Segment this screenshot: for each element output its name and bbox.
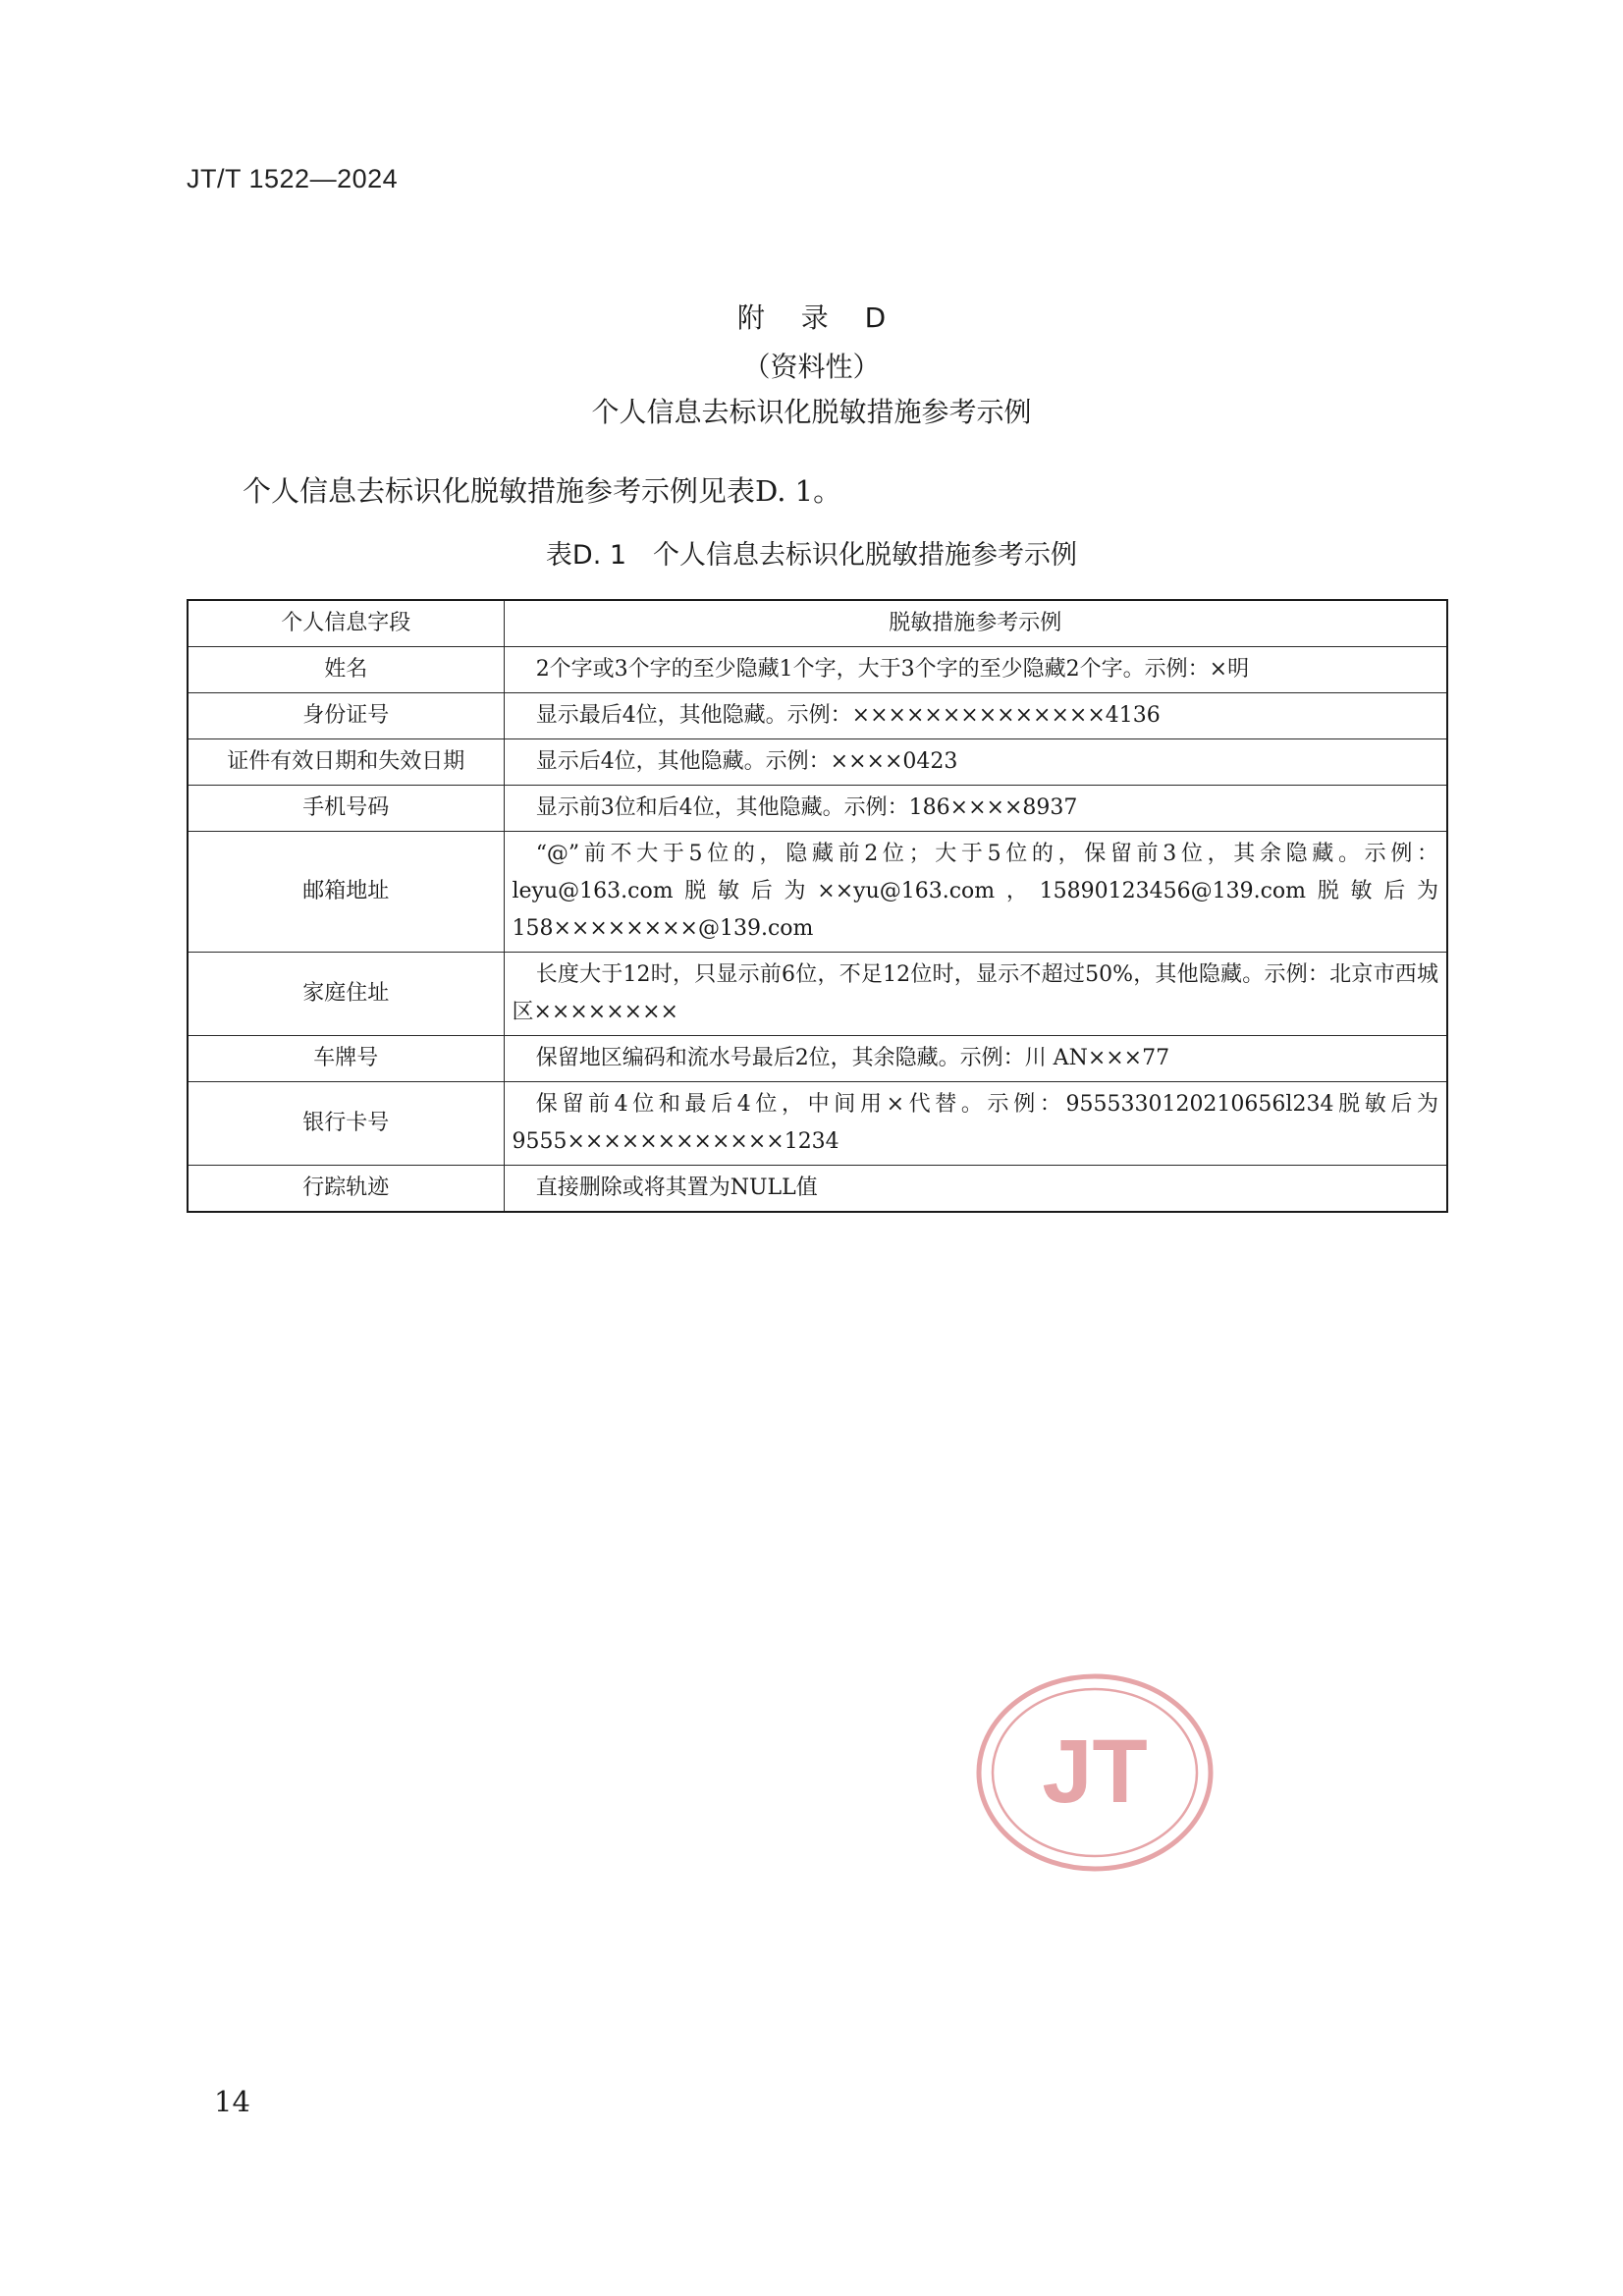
standard-code: JT/T 1522—2024 bbox=[187, 164, 399, 193]
field-cell: 证件有效日期和失效日期 bbox=[188, 739, 504, 786]
masking-table bbox=[187, 599, 1448, 1213]
method-cell: 显示最后4位，其他隐藏。示例：××××××××××××××4136 bbox=[504, 693, 1447, 739]
field-cell: 家庭住址 bbox=[188, 953, 504, 1036]
appendix-type: （资料性） bbox=[742, 351, 881, 383]
table-row bbox=[188, 786, 1447, 832]
field-cell: 姓名 bbox=[188, 647, 504, 693]
header-method: 脱敏措施参考示例 bbox=[504, 600, 1447, 647]
field-cell: 手机号码 bbox=[188, 786, 504, 832]
appendix-label: 附 录 D bbox=[736, 301, 900, 334]
table-row bbox=[188, 1082, 1447, 1166]
field-cell: 银行卡号 bbox=[188, 1082, 504, 1166]
page-number: 14 bbox=[214, 2085, 250, 2118]
jt-watermark-stamp bbox=[972, 1669, 1217, 1876]
table-row bbox=[188, 953, 1447, 1036]
method-cell: 显示前3位和后4位，其他隐藏。示例：186××××8937 bbox=[504, 786, 1447, 832]
method-cell: 2个字或3个字的至少隐藏1个字，大于3个字的至少隐藏2个字。示例：×明 bbox=[504, 647, 1447, 693]
table-row bbox=[188, 739, 1447, 786]
method-cell: 长度大于12时，只显示前6位，不足12位时，显示不超过50%，其他隐藏。示例：北京市西城区×××××××× bbox=[504, 953, 1447, 1036]
table-caption: 表D. 1 个人信息去标识化脱敏措施参考示例 bbox=[545, 540, 1078, 571]
field-cell: 行踪轨迹 bbox=[188, 1166, 504, 1213]
method-cell: 直接删除或将其置为NULL值 bbox=[504, 1166, 1447, 1213]
intro-paragraph: 个人信息去标识化脱敏措施参考示例见表D. 1。 bbox=[243, 474, 842, 508]
field-cell: 邮箱地址 bbox=[188, 832, 504, 953]
table-row bbox=[188, 1166, 1447, 1213]
table-row bbox=[188, 1036, 1447, 1082]
header-field: 个人信息字段 bbox=[188, 600, 504, 647]
table-row bbox=[188, 693, 1447, 739]
field-cell: 车牌号 bbox=[188, 1036, 504, 1082]
method-cell: 保留前4位和最后4位，中间用×代替。示例：9555330120210656l234脱敏后为9555××××××××××××1234 bbox=[504, 1082, 1447, 1166]
method-cell: 保留地区编码和流水号最后2位，其余隐藏。示例：川 AN×××77 bbox=[504, 1036, 1447, 1082]
field-cell: 身份证号 bbox=[188, 693, 504, 739]
table-row bbox=[188, 647, 1447, 693]
method-cell: 显示后4位，其他隐藏。示例：××××0423 bbox=[504, 739, 1447, 786]
appendix-title: 个人信息去标识化脱敏措施参考示例 bbox=[591, 396, 1032, 428]
method-cell: “@”前不大于5位的，隐藏前2位；大于5位的，保留前3位，其余隐藏。示例：leyu@163.com脱敏后为××yu@163.com，15890123456@139.com脱敏后为158××××××××@139.com bbox=[504, 832, 1447, 953]
table-header-row bbox=[188, 600, 1447, 647]
table-row bbox=[188, 832, 1447, 953]
stamp-text: JT bbox=[1042, 1722, 1148, 1822]
